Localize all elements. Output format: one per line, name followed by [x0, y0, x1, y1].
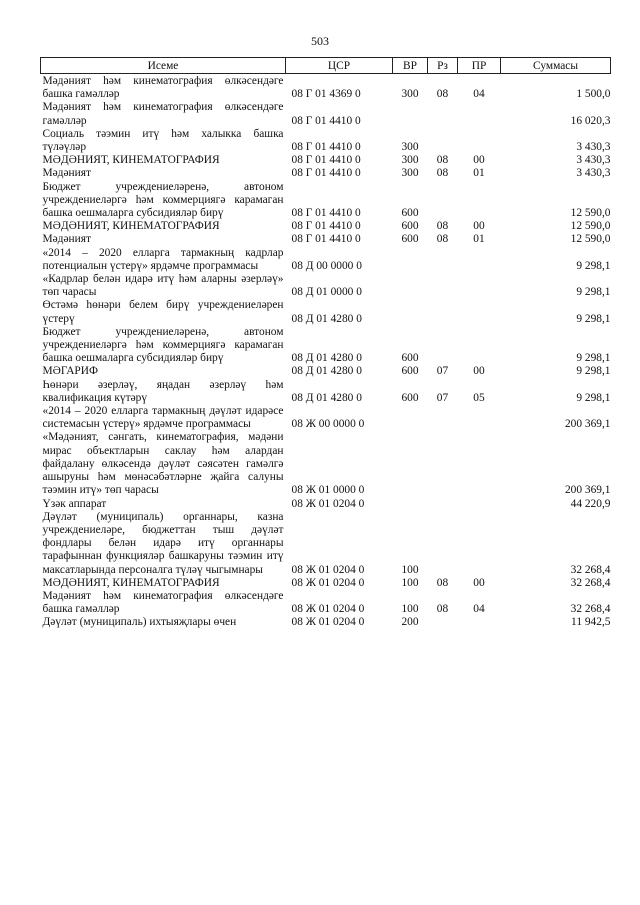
row-name: Бюджет учреждениеләренә, автоном учреждениеләргә һәм коммерциягә карамаган башка оешмаларга субсидияләр бирү: [42, 325, 284, 365]
row-csr: 08 Д 01 4280 0: [291, 365, 362, 378]
page-number: 503: [311, 34, 329, 48]
row-csr: 08 Ж 01 0204 0: [291, 576, 365, 589]
row-rz: [428, 181, 458, 221]
row-vr: 100: [401, 576, 419, 589]
row-csr: 08 Ж 00 0000 0: [291, 418, 365, 431]
row-sum: 200 369,1: [564, 484, 611, 497]
row-csr: 08 Д 01 4280 0: [291, 391, 362, 404]
table-row: [41, 247, 611, 273]
row-rz: [428, 273, 458, 299]
row-rz: 07: [436, 391, 449, 404]
row-pr: 01: [473, 167, 485, 180]
row-sum: 32 268,4: [570, 563, 611, 576]
row-pr: 01: [473, 233, 485, 246]
table-row: [41, 101, 611, 127]
table-body: [41, 74, 611, 630]
row-rz: [428, 405, 458, 431]
row-sum: 200 369,1: [564, 418, 611, 431]
row-rz: [428, 299, 458, 325]
row-csr: 08 Г 01 4369 0: [291, 88, 361, 101]
row-sum: 44 220,9: [570, 497, 611, 510]
row-csr: 08 Ж 01 0204 0: [291, 497, 365, 510]
row-rz: [428, 511, 458, 577]
table-row: [41, 74, 611, 102]
table-row: [41, 405, 611, 431]
table-row: [41, 128, 611, 154]
row-sum: 9 298,1: [576, 391, 611, 404]
row-vr: [393, 498, 428, 511]
header-name: Исеме: [41, 58, 286, 74]
table-row: [41, 379, 611, 405]
row-name: Мәдәният һәм кинематография өлкәсендәге башка гамәлләр: [42, 589, 284, 616]
row-pr: 00: [473, 154, 485, 167]
header-sum: Суммасы: [501, 58, 611, 74]
row-sum: 16 020,3: [570, 114, 611, 127]
row-vr: 600: [401, 220, 419, 233]
row-csr: 08 Г 01 4410 0: [291, 167, 361, 180]
row-vr: 300: [401, 167, 419, 180]
row-pr: [458, 405, 501, 431]
header-vr: ВР: [393, 58, 428, 74]
row-name: Бюджет учреждениеләренә, автоном учреждениеләргә һәм коммерциягә карамаган башка оешмаларга субсидияләр бирү: [42, 180, 284, 220]
row-sum: 3 430,3: [576, 154, 611, 167]
row-name: Өстәмә һөнәри белем бирү учреждениеләрен үстерү: [42, 299, 284, 325]
row-csr: 08 Г 01 4410 0: [291, 141, 361, 154]
row-vr: [393, 247, 428, 273]
row-sum: 9 298,1: [576, 352, 611, 365]
row-name: «Кадрлар белән идарә итү һәм аларны әзерләү» төп чарасы: [42, 273, 284, 299]
row-csr: 08 Д 00 0000 0: [291, 259, 362, 272]
row-csr: 08 Г 01 4410 0: [291, 114, 361, 127]
row-sum: 3 430,3: [576, 141, 611, 154]
row-sum: 3 430,3: [576, 167, 611, 180]
row-name: МӘДӘНИЯТ, КИНЕМАТОГРАФИЯ: [42, 220, 220, 233]
row-name: Һөнәри әзерләү, яңадан әзерләү һәм квалификация күтәрү: [42, 378, 284, 404]
row-rz: [428, 616, 458, 629]
header-rz: Рз: [428, 58, 458, 74]
row-rz: [428, 247, 458, 273]
row-pr: [458, 498, 501, 511]
row-pr: 05: [473, 391, 485, 404]
header-csr: ЦСР: [286, 58, 393, 74]
row-vr: 100: [401, 563, 419, 576]
row-rz: 08: [436, 220, 449, 233]
row-name: «2014 – 2020 елларга тармакның дәүләт идарәсе системасын үстерү» ярдәмче программасы: [42, 405, 284, 431]
row-sum: 9 298,1: [576, 259, 611, 272]
row-rz: 08: [436, 167, 449, 180]
row-vr: 600: [401, 391, 419, 404]
row-name: «Мәдәният, сәнгать, кинематография, мәдәни мирас объектларын саклау һәм алардан файдалану өлкәсендә дәүләт сәясәтен гамәлгә ашыруны һәм мөнәсәбәтләрне җайга салуны тәэмин итү» төп чарасы: [42, 431, 284, 497]
table-row: [41, 590, 611, 616]
row-vr: 300: [401, 154, 419, 167]
row-rz: 07: [436, 365, 449, 378]
row-pr: [458, 299, 501, 325]
row-name: Социаль тәэмин итү һәм халыкка башка түләүләр: [42, 127, 284, 154]
row-pr: [458, 616, 501, 629]
row-rz: [428, 101, 458, 127]
row-pr: [458, 326, 501, 366]
row-rz: 08: [436, 154, 449, 167]
row-rz: [428, 326, 458, 366]
row-rz: [428, 128, 458, 154]
row-sum: 12 590,0: [570, 220, 611, 233]
row-sum: 32 268,4: [570, 603, 611, 616]
row-csr: 08 Г 01 4410 0: [291, 154, 361, 167]
row-pr: 00: [473, 365, 485, 378]
row-vr: 600: [401, 233, 419, 246]
row-vr: 300: [401, 88, 419, 101]
table-row: [41, 181, 611, 221]
row-csr: 08 Ж 01 0204 0: [291, 616, 365, 629]
row-vr: 100: [401, 603, 419, 616]
table-row: [41, 167, 611, 180]
row-rz: 08: [436, 88, 449, 101]
row-pr: 04: [473, 603, 485, 616]
row-sum: 1 500,0: [576, 88, 611, 101]
row-rz: 08: [436, 603, 449, 616]
table-row: [41, 220, 611, 233]
row-pr: [458, 101, 501, 127]
row-csr: 08 Д 01 0000 0: [291, 286, 362, 299]
row-csr: 08 Г 01 4410 0: [291, 207, 361, 220]
table-row: [41, 616, 611, 629]
row-sum: 9 298,1: [576, 312, 611, 325]
row-pr: 04: [473, 88, 485, 101]
row-name: Дәүләт (муниципаль) ихтыяҗлары өчен: [42, 616, 237, 629]
row-name: Мәдәният: [42, 167, 91, 180]
row-csr: 08 Г 01 4410 0: [291, 233, 361, 246]
row-vr: 200: [401, 616, 419, 629]
row-sum: 32 268,4: [570, 576, 611, 589]
table-row: [41, 498, 611, 511]
row-pr: 00: [473, 576, 485, 589]
row-vr: [393, 101, 428, 127]
row-name: «2014 – 2020 елларга тармакның кадрлар потенциалын үстерү» ярдәмче программасы: [42, 246, 284, 272]
row-rz: [428, 498, 458, 511]
row-sum: 9 298,1: [576, 365, 611, 378]
row-sum: 12 590,0: [570, 207, 611, 220]
row-rz: 08: [436, 576, 449, 589]
row-sum: 9 298,1: [576, 286, 611, 299]
row-name: Мәдәният: [42, 233, 91, 246]
row-vr: 600: [401, 207, 419, 220]
row-vr: [393, 299, 428, 325]
row-name: МӘДӘНИЯТ, КИНЕМАТОГРАФИЯ: [42, 154, 220, 167]
row-vr: [393, 405, 428, 431]
table-row: [41, 273, 611, 299]
row-vr: 300: [401, 141, 419, 154]
row-csr: 08 Г 01 4410 0: [291, 220, 361, 233]
row-pr: [458, 128, 501, 154]
row-pr: [458, 181, 501, 221]
table-row: [41, 431, 611, 497]
row-vr: 600: [401, 365, 419, 378]
row-csr: 08 Ж 01 0204 0: [291, 603, 365, 616]
row-rz: [428, 431, 458, 497]
table-row: [41, 299, 611, 325]
row-vr: [393, 431, 428, 497]
header-pr: ПР: [458, 58, 501, 74]
row-csr: 08 Ж 01 0204 0: [291, 563, 365, 576]
row-name: Мәдәният һәм кинематография өлкәсендәге башка гамәлләр: [42, 75, 284, 101]
row-csr: 08 Д 01 4280 0: [291, 312, 362, 325]
row-pr: 00: [473, 220, 485, 233]
table-row: [41, 577, 611, 590]
row-name: Мәдәният һәм кинематография өлкәсендәге гамәлләр: [42, 101, 284, 127]
row-name: Дәүләт (муниципаль) органнары, казна учреждениеләре, бюджеттан тыш дәүләт фондлары белән идарә итү органнары тарафыннан функцияләр башкаруны тәэмин итү максатларында персоналга түләү чыгымнары: [42, 510, 284, 576]
row-pr: [458, 511, 501, 577]
row-vr: [393, 273, 428, 299]
table-row: [41, 233, 611, 246]
table-row: [41, 511, 611, 577]
row-name: Үзәк аппарат: [42, 497, 107, 510]
row-sum: 12 590,0: [570, 233, 611, 246]
table-row: [41, 365, 611, 378]
row-pr: [458, 431, 501, 497]
row-csr: 08 Д 01 4280 0: [291, 352, 362, 365]
row-vr: 600: [401, 352, 419, 365]
row-name: МӘДӘНИЯТ, КИНЕМАТОГРАФИЯ: [42, 576, 220, 589]
row-pr: [458, 273, 501, 299]
budget-table: [40, 57, 611, 630]
row-sum: 11 942,5: [571, 616, 611, 629]
row-rz: 08: [436, 233, 449, 246]
table-row: [41, 326, 611, 366]
table-header: [41, 58, 611, 74]
row-name: МӘГАРИФ: [42, 365, 98, 378]
row-csr: 08 Ж 01 0000 0: [291, 484, 365, 497]
table-row: [41, 154, 611, 167]
row-pr: [458, 247, 501, 273]
